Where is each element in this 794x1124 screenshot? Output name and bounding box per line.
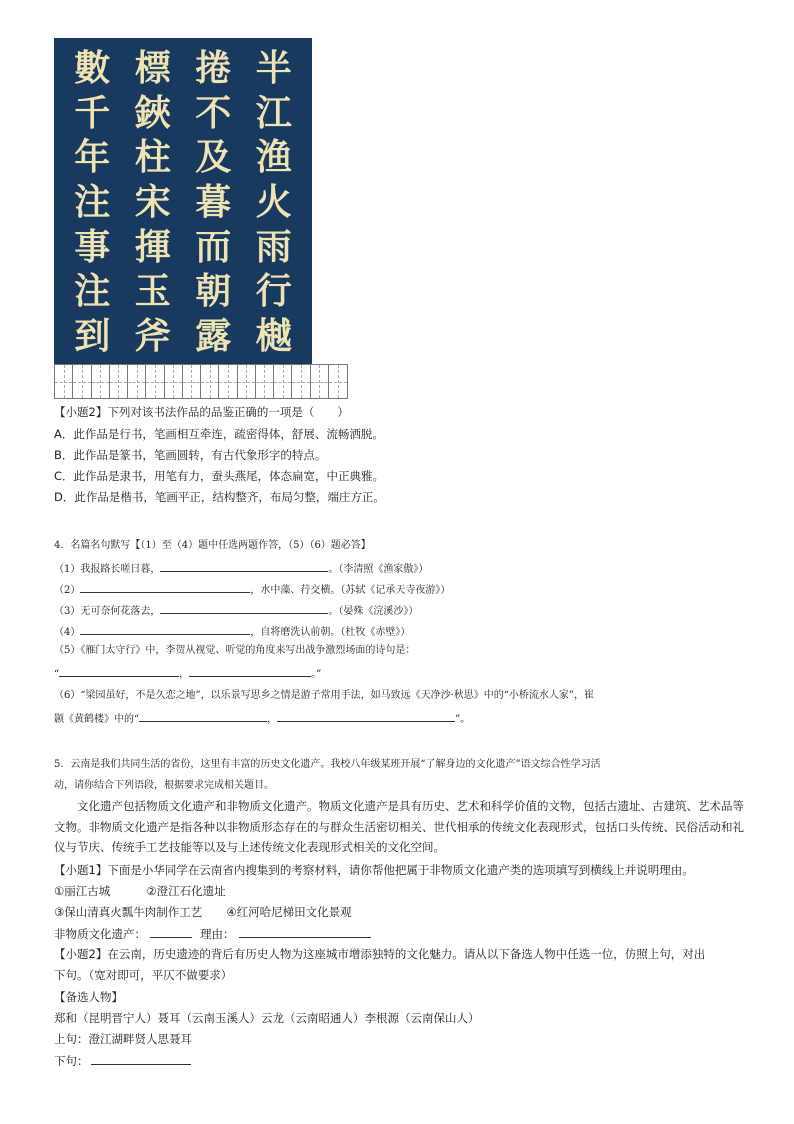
q4-item-1 (54, 559, 428, 578)
q5-intro-b: 动，请你结合下列语段，根据要求完成相关题目。 (54, 780, 274, 791)
q4-item-3-post: 。（晏殊《浣溪沙》） (328, 606, 419, 617)
calligraphy-char: 朝 (195, 270, 232, 313)
q5-lower-blank[interactable] (91, 1052, 191, 1065)
q3-option-d: D．此作品是楷书，笔画平正，结构整齐，布局匀整，端庄方正。 (54, 490, 385, 504)
calligraphy-char: 斧 (134, 314, 171, 357)
q4-blank-5a[interactable] (59, 664, 179, 677)
calligraphy-char: 半 (255, 47, 292, 90)
q5-reason-blank[interactable] (239, 925, 371, 938)
calligraphy-char: 雨 (255, 225, 292, 268)
q5-sub1: 【小题1】下面是小华同学在云南省内搜集到的考察材料，请你帮他把属于非物质文化遗产类的选项填写到横线上并说明理由。 (54, 863, 694, 877)
answer-cell[interactable] (329, 365, 347, 398)
q4-item-2 (54, 580, 450, 599)
q4-blank-1[interactable] (160, 559, 328, 572)
calligraphy-char: 揮 (134, 225, 171, 268)
q4-item-6-b (54, 709, 470, 728)
q4-item-5-answer (54, 664, 321, 683)
q4-item-1-pre: （1）我报路长嗟日暮， (54, 564, 161, 575)
q3-option-a: A．此作品是行书，笔画相互牵连，疏密得体，舒展、流畅洒脱。 (54, 427, 384, 441)
answer-cell[interactable] (292, 365, 310, 398)
q5-sub2-a: 【小题2】在云南，历史遗迹的背后有历史人物为这座城市增添独特的文化魅力。请从以下备选人物中任选一位，仿照上句，对出 (54, 947, 706, 961)
answer-cell[interactable] (110, 365, 128, 398)
q5-upper-line: 上句：澄江湖畔贤人思聂耳 (54, 1032, 192, 1046)
q5-lower-label: 下句： (54, 1054, 89, 1068)
q4-item-5-comma: ， (179, 669, 190, 680)
q5-option-4: ④红河哈尼梯田文化景观 (226, 905, 352, 919)
calligraphy-char: 露 (195, 314, 232, 357)
calligraphy-char: 注 (74, 270, 111, 313)
calligraphy-char: 宋 (134, 180, 171, 223)
answer-cell[interactable] (183, 365, 201, 398)
calligraphy-char: 數 (74, 47, 111, 90)
answer-cell[interactable] (128, 365, 146, 398)
calligraphy-char: 暮 (195, 180, 232, 223)
q4-item-6-close: ”。 (455, 714, 471, 725)
q3-option-b: B．此作品是篆书，笔画圆转，有古代象形字的特点。 (54, 448, 327, 462)
q5-options-row-2 (54, 904, 352, 920)
calligraphy-char: 注 (74, 180, 111, 223)
answer-cell[interactable] (256, 365, 274, 398)
q4-item-5: （5）《雁门太守行》中，李贺从视觉、听觉的角度来写出战争激烈场面的诗句是： (54, 645, 416, 656)
q4-title: 4．名篇名句默写【（1）至（4）题中任选两题作答，（5）（6）题必答】 (54, 540, 371, 551)
q4-item-4-pre: （4） (54, 627, 81, 638)
q3-sub2-stem: 【小题2】下列对该书法作品的品鉴正确的一项是（ ） (54, 405, 349, 419)
calligraphy-char: 江 (255, 91, 292, 134)
q4-item-3 (54, 601, 418, 620)
q4-blank-5b[interactable] (189, 664, 311, 677)
q4-item-6-comma: ， (267, 714, 278, 725)
q5-reason-label: 理由： (200, 927, 235, 941)
q5-answer-label: 非物质文化遗产： (54, 927, 146, 941)
answer-cell[interactable] (311, 365, 329, 398)
q4-item-4 (54, 622, 410, 641)
answer-cell[interactable] (201, 365, 219, 398)
answer-cell[interactable] (274, 365, 292, 398)
q4-item-2-post: ，水中藻、荇交横。（苏轼《记承天寺夜游》） (250, 585, 451, 596)
q5-options-row-1 (54, 883, 226, 899)
answer-grid (54, 364, 348, 399)
calligraphy-char: 柱 (134, 136, 171, 179)
calligraphy-char: 事 (74, 225, 111, 268)
q5-intro-a: 5．云南是我们共同生活的省份，这里有丰富的历史文化遗产。我校八年级某班开展“了解身边的文化遗产”语文综合性学习活 (54, 759, 601, 770)
calligraphy-char: 渔 (255, 136, 292, 179)
q5-answer-row (54, 925, 371, 942)
calligraphy-char: 及 (195, 136, 232, 179)
q4-item-1-post: 。（李清照《渔家傲》） (328, 564, 429, 575)
answer-cell[interactable] (73, 365, 91, 398)
q4-item-6-prefix: 颢《黄鹤楼》中的“ (54, 714, 140, 725)
calligraphy-char: 玉 (134, 270, 171, 313)
q5-option-2: ②澄江石化遗址 (146, 884, 226, 898)
calligraphy-char: 鋏 (134, 91, 171, 134)
calligraphy-char: 行 (255, 270, 292, 313)
q5-candidates-label: 【备选人物】 (54, 990, 123, 1004)
calligraphy-char: 到 (74, 314, 111, 357)
q4-item-3-pre: （3）无可奈何花落去， (54, 606, 161, 617)
q3-option-c: C．此作品是隶书，用笔有力，蚕头燕尾，体态扁宽，中正典雅。 (54, 469, 385, 483)
q4-item-4-post: ，自将磨洗认前朝。（杜牧《赤壁》） (250, 627, 411, 638)
calligraphy-char: 樾 (255, 314, 292, 357)
calligraphy-char: 千 (74, 91, 111, 134)
q4-blank-4[interactable] (80, 622, 250, 635)
answer-cell[interactable] (92, 365, 110, 398)
q5-option-3: ③保山清真火瓢牛肉制作工艺 (54, 905, 203, 919)
answer-cell[interactable] (146, 365, 164, 398)
answer-cell[interactable] (55, 365, 73, 398)
q4-item-2-pre: （2） (54, 585, 81, 596)
q4-item-6-a: （6）“梁园虽好，不是久恋之地”，以乐景写思乡之情是游子常用手法，如马致远《天净沙·秋思》中的“小桥流水人家”，崔 (54, 690, 594, 701)
calligraphy-char: 火 (255, 180, 292, 223)
calligraphy-char: 標 (134, 47, 171, 90)
q4-item-5-open: “ (54, 669, 60, 680)
q4-blank-6a[interactable] (139, 709, 267, 722)
calligraphy-char: 而 (195, 225, 232, 268)
q4-blank-6b[interactable] (277, 709, 455, 722)
q4-item-5-close: 。” (311, 669, 322, 680)
answer-cell[interactable] (238, 365, 256, 398)
q4-blank-2[interactable] (80, 580, 250, 593)
q4-blank-3[interactable] (160, 601, 328, 614)
q5-answer-blank[interactable] (150, 925, 192, 938)
q5-candidates: 郑和（昆明晋宁人）聂耳（云南玉溪人）云龙（云南昭通人）李根源（云南保山人） (54, 1011, 480, 1025)
answer-cell[interactable] (219, 365, 237, 398)
q5-option-1: ①丽江古城 (54, 884, 111, 898)
q5-sub2-b: 下句。（宽对即可，平仄不做要求） (54, 968, 233, 982)
calligraphy-char: 年 (74, 136, 111, 179)
calligraphy-char: 捲 (195, 47, 232, 90)
answer-cell[interactable] (165, 365, 183, 398)
calligraphy-characters (62, 46, 304, 358)
calligraphy-char: 不 (195, 91, 232, 134)
q5-lower-line (54, 1052, 191, 1069)
q5-passage: 文化遗产包括物质文化遗产和非物质文化遗产。物质文化遗产是具有历史、艺术和科学价值的文物，包括古遗址、古建筑、艺术品等文物。非物质文化遗产是指各种以非物质形态存在的与群众生活密切相关、世代相承的传统文化表现形式，包括口头传统、民俗活动和礼仪与节庆、传统手工艺技能等以及与上述传统文化表现形式相关的文化空间。 (54, 799, 744, 854)
calligraphy-image (54, 38, 312, 364)
